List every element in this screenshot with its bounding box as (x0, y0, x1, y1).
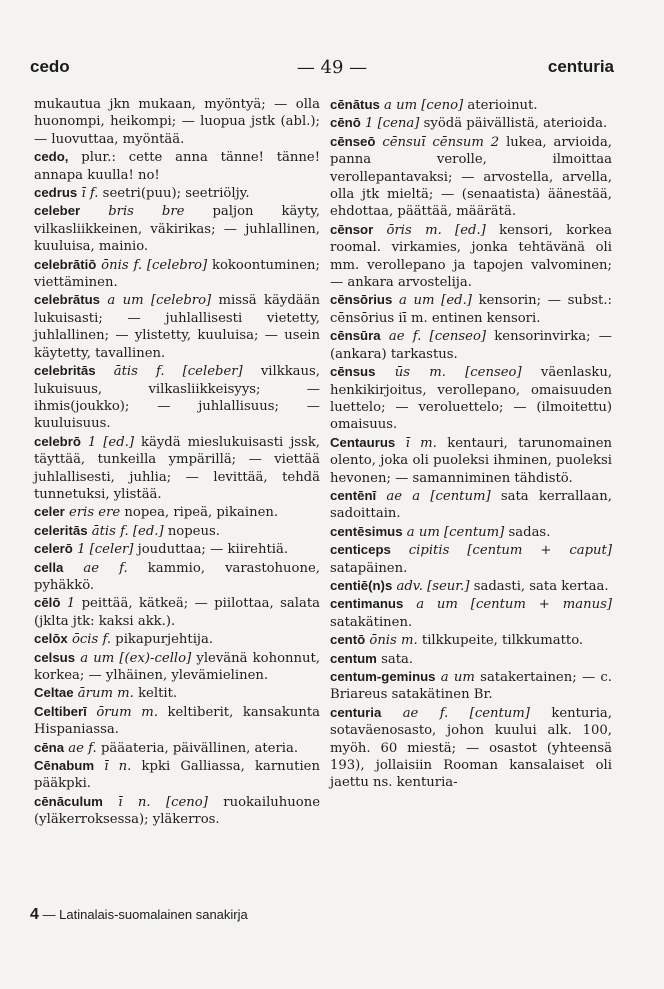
entry-definition: käydä mieslukuisasti jssk, täyttää, tunkeilla ympärillä; — viettää juhlallisesti, juhlia; — levittää, tehdä tunnetuksi, ylistää. (34, 434, 320, 502)
entry-definition: jouduttaa; — kiirehtiä. (137, 542, 289, 558)
dictionary-entry (34, 291, 320, 362)
entry-headword: cēnō (330, 115, 361, 131)
entry-definition: seetri(puu); seetriöljy. (102, 186, 250, 202)
entry-definition: kensorin; — subst.: cēnsōrius iī m. entinen kensori. (330, 293, 612, 326)
entry-definition: kentauri, tarunomainen olento, joka oli puoleksi ihminen, puoleksi hevonen; — samanniminen tähdistö. (330, 435, 612, 486)
dictionary-entry (330, 363, 612, 434)
dictionary-entry (34, 739, 320, 757)
entry-definition: kpki Galliassa, karnutien pääkpki. (34, 759, 320, 792)
entry-grammar: ī n. [ceno] (118, 794, 208, 810)
entry-headword: cēnsōrius (330, 292, 393, 308)
dictionary-entry (34, 148, 320, 184)
entry-grammar: ātis f. [celeber] (113, 364, 243, 380)
dictionary-entry (34, 433, 320, 504)
dictionary-entry (34, 757, 320, 793)
left-column (34, 96, 320, 829)
entry-grammar: a um [ed.] (398, 293, 472, 309)
dictionary-entry (34, 684, 320, 702)
entry-headword: cēlō (34, 595, 61, 611)
dictionary-entry (34, 256, 320, 292)
dictionary-entry (34, 184, 320, 202)
dictionary-entry (330, 631, 612, 649)
entry-headword: cēnātus (330, 97, 380, 112)
entry-grammar: 1 [celer] (77, 542, 134, 558)
entry-headword: Celtiberī (34, 703, 87, 719)
entry-definition: kensorinvirka; — (ankara) tarkastus. (330, 329, 612, 362)
dictionary-entry (34, 793, 320, 829)
dictionary-entry (34, 362, 320, 433)
entry-definition: paljon käyty, vilkasliikkeinen, väkirikas; — juhlallinen, kuuluisa, mainio. (34, 204, 321, 255)
dictionary-entry (330, 541, 612, 577)
entry-definition: syödä päivällistä, aterioida. (423, 116, 608, 132)
footer-title: — Latinalais-suomalainen sanakirja (42, 907, 248, 922)
entry-headword: centum (330, 650, 377, 666)
entry-definition: kenturia, sotaväenosasto, johon kuului alk. 100, myöh. 60 miestä; — osastot (yhteensä 193), jollaisiin Rooman kansalaiset oli jaettu ns. kenturia- (330, 705, 612, 791)
entry-definition: satapäinen. (330, 560, 408, 576)
entry-grammar: ae f. (68, 740, 97, 756)
entry-definition: keltiberit, kansakunta Hispaniassa. (34, 704, 320, 738)
entry-headword: cēna (34, 739, 65, 755)
entry-grammar: a um [celebro] (107, 293, 212, 309)
entry-headword: centēnī (330, 487, 377, 503)
entry-grammar: ōcis f. (71, 632, 112, 648)
dictionary-entry (330, 96, 612, 114)
entry-headword: centuria (330, 704, 382, 720)
entry-grammar: a um [ceno] (384, 98, 464, 113)
dictionary-entry (330, 595, 612, 631)
entry-definition: peittää, kätkeä; — piilottaa, salata (jklta jtk: kaksi akk.). (34, 596, 321, 629)
entry-grammar: eris ere (69, 505, 121, 521)
entry-grammar: a um [centum] (406, 524, 505, 540)
entry-headword: celer (34, 504, 65, 520)
dictionary-entry (34, 559, 320, 595)
entry-headword: Celtae (34, 685, 74, 701)
entry-grammar: ōrum m. (96, 704, 158, 720)
entry-definition: plur.: cette anna tänne! tänne! annapa kuulla! no! (34, 150, 320, 183)
entry-headword: centum-geminus (330, 669, 436, 684)
entry-grammar: a um [centum + manus] (416, 597, 612, 613)
entry-headword: celebrātiō (34, 256, 97, 272)
entry-headword: centō (330, 632, 366, 648)
entry-grammar: ōnis f. [celebro] (101, 257, 208, 273)
entry-definition: lukea, arvioida, panna verolle, ilmoittaa verollepantavaksi; — arvostella, arvella, olla jtk mieltä; — (senaatista) äänestää, ehdottaa, päättää, määrätä. (330, 134, 613, 220)
entry-headword: celsus (34, 649, 76, 665)
entry-definition: satakätinen. (330, 614, 413, 630)
entry-definition: pikapurjehtija. (115, 632, 214, 648)
entry-grammar: bris bre (108, 204, 185, 220)
entry-definition: pääateria, päivällinen, ateria. (100, 740, 299, 756)
entry-definition: sadasti, sata kertaa. (473, 578, 609, 594)
dictionary-entry (34, 96, 320, 148)
entry-headword: cēnāculum (34, 793, 103, 809)
dictionary-entry (34, 503, 320, 521)
dictionary-entry (330, 487, 612, 523)
entry-grammar: ī n. (104, 759, 132, 775)
entry-headword: celebrātus (34, 292, 100, 308)
entry-grammar: adv. [seur.] (396, 578, 470, 594)
footer (30, 906, 248, 924)
dictionary-entry (34, 594, 320, 630)
entry-grammar: ātis f. [ed.] (91, 523, 164, 539)
entry-headword: cedrus (34, 185, 78, 201)
entry-definition: kokoontuminen; viettäminen. (34, 257, 320, 291)
entry-headword: cēnsor (330, 221, 374, 237)
header-last-word: centuria (547, 57, 614, 76)
entry-grammar: ae f. [censeo] (388, 329, 487, 345)
entry-headword: celebritās (34, 363, 96, 379)
entry-headword: cēnsūra (330, 328, 381, 344)
entry-definition: väenlasku, henkikirjoitus, verollepano, omaisuuden luettelo; — veroluettelo; — (ilmoitettu) omaisuus. (330, 365, 613, 433)
entry-headword: cella (34, 559, 64, 575)
dictionary-entry (34, 540, 320, 558)
entry-grammar: ī m. (405, 435, 437, 451)
entry-headword: cēnseō (330, 133, 376, 149)
entry-grammar: ī f. (81, 186, 99, 202)
entry-definition: kammio, varastohuone, pyhäkkö. (34, 560, 320, 593)
dictionary-entry (330, 221, 612, 292)
dictionary-entry (330, 291, 612, 327)
entry-definition: sadas. (508, 524, 551, 540)
dictionary-entry (330, 668, 612, 704)
entry-grammar: 1 [cena] (364, 116, 420, 132)
right-column (330, 96, 612, 792)
entry-definition: kensori, korkea roomal. virkamies, jonka tehtävänä oli mm. verollepano ja tapojen valvominen; — ankara arvostelija. (330, 222, 612, 291)
entry-grammar: ōris m. [ed.] (386, 222, 486, 238)
entry-grammar: cipitis [centum + caput] (408, 543, 612, 559)
entry-grammar: ōnis m. (369, 633, 418, 649)
entry-headword: Cēnabum (34, 758, 95, 774)
page-number: — 49 — (296, 57, 368, 78)
dictionary-entry (34, 202, 320, 255)
dictionary-entry (330, 650, 612, 668)
dictionary-entry (330, 327, 612, 363)
entry-grammar: a um [(ex)-cello] (80, 650, 192, 666)
entry-definition: ruokailuhuone (yläkerroksessa); yläkerros. (34, 794, 321, 828)
entry-headword: celerō (34, 541, 73, 557)
dictionary-entry (330, 704, 612, 792)
entry-definition: missä käydään lukuisasti; — juhlallisesti vietetty, juhlallinen; — ylistetty, kuuluisa; — usein käytetty, tavallinen. (34, 293, 320, 361)
dictionary-entry (34, 522, 320, 540)
entry-definition: mukautua jkn mukaan, myöntyä; — olla huonompi, heikompi; — luopua jstk (abl.); — luovuttaa, myöntää. (34, 97, 320, 147)
entry-headword: centiē(n)s (330, 577, 393, 593)
dictionary-entry (330, 114, 612, 132)
dictionary-entry (330, 434, 612, 487)
entry-definition: vilkkaus, lukuisuus, vilkasliikkeisyys; — ihmis(joukko); — juhlallisuus; — kuuluisuus. (34, 364, 320, 432)
entry-headword: centimanus (330, 596, 404, 612)
entry-grammar: 1 [ed.] (87, 434, 135, 450)
entry-definition: sata kerrallaan, sadoittain. (330, 488, 612, 522)
entry-definition: sata. (381, 651, 414, 667)
dictionary-entry (34, 649, 320, 685)
dictionary-entry (330, 577, 612, 595)
entry-headword: cēnsus (330, 364, 376, 380)
entry-definition: satakertainen; — c. Briareus satakätinen Br. (330, 670, 612, 703)
dictionary-entry (34, 630, 320, 648)
entry-definition: nopea, ripeä, pikainen. (124, 505, 279, 521)
header-first-word: cedo (30, 57, 70, 76)
entry-definition: tilkkupeite, tilkkumatto. (421, 633, 584, 649)
entry-definition: ylevänä kohonnut, korkea; — ylhäinen, ylevämielinen. (34, 650, 320, 683)
entry-grammar: ūs m. [censeo] (394, 365, 522, 381)
running-header (0, 57, 664, 83)
entry-grammar: ārum m. (77, 686, 134, 702)
entry-headword: centēsimus (330, 523, 403, 539)
entry-headword: centiceps (330, 542, 391, 558)
entry-headword: celeber (34, 203, 81, 219)
entry-grammar: ae f. [centum] (402, 705, 530, 721)
entry-headword: celebrō (34, 433, 81, 449)
entry-grammar: a um (440, 670, 475, 685)
entry-headword: celeritās (34, 522, 88, 538)
dictionary-entry (34, 703, 320, 739)
entry-grammar: ae a [centum] (386, 488, 491, 504)
entry-definition: aterioinut. (467, 98, 538, 113)
dictionary-entry (330, 133, 612, 221)
entry-grammar: ae f. (83, 560, 128, 576)
dictionary-entry (330, 523, 612, 541)
entry-grammar: cēnsuī cēnsum 2 (382, 134, 500, 150)
entry-definition: nopeus. (167, 523, 220, 539)
entry-headword: cedo, (34, 149, 69, 165)
entry-headword: celōx (34, 631, 68, 647)
footer-sheet-number: 4 (30, 906, 39, 923)
entry-grammar: 1 (66, 596, 76, 612)
entry-definition: keltit. (138, 686, 178, 702)
entry-headword: Centaurus (330, 434, 396, 450)
